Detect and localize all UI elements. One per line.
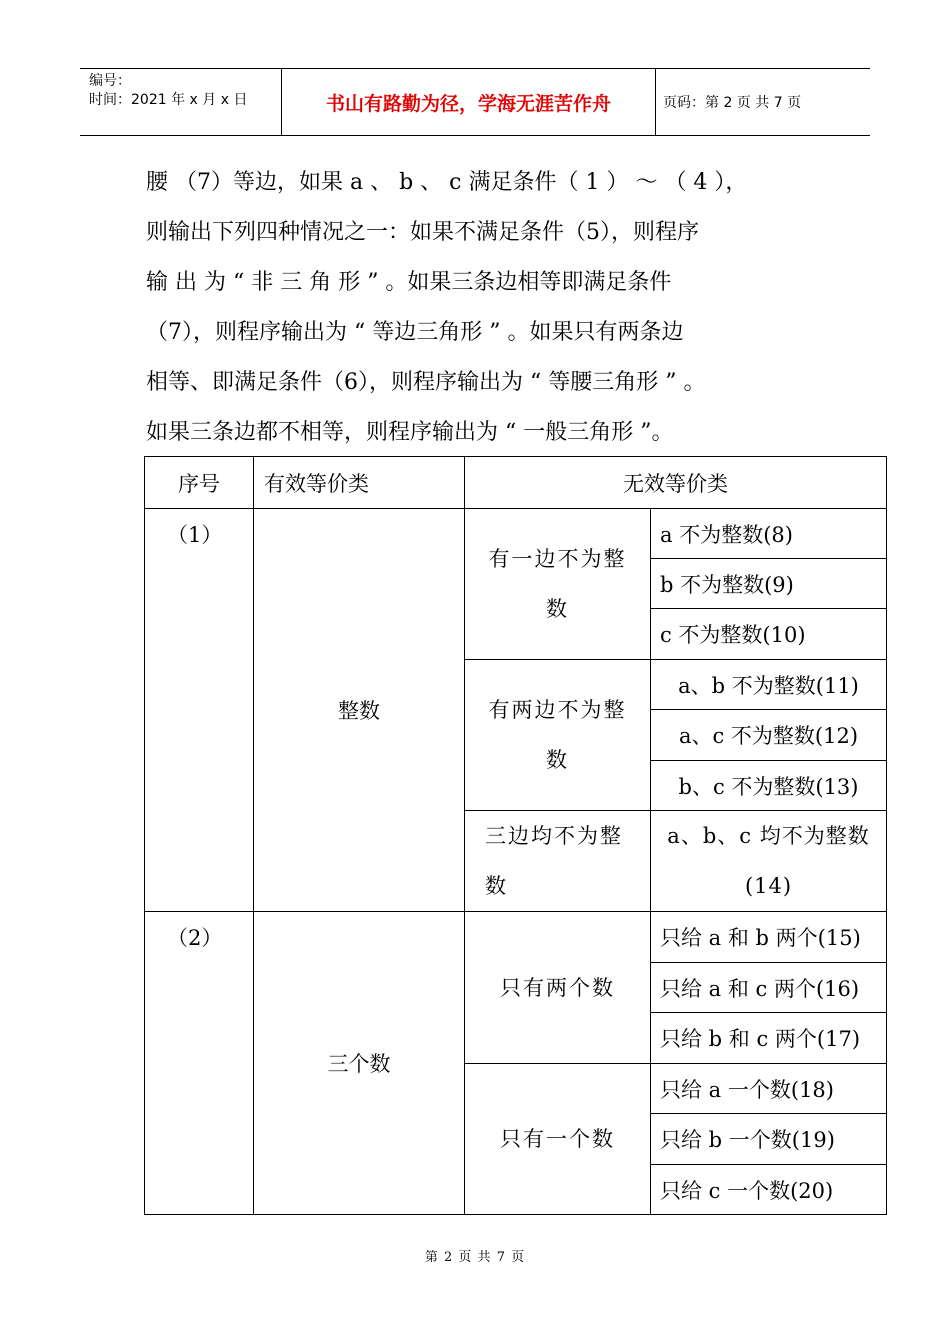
invalid-item: a、b 不为整数(11) (651, 660, 887, 710)
row1-seq: （1） (145, 509, 254, 912)
group-label-line: 数 (485, 874, 508, 898)
page-header (80, 68, 870, 136)
row1-group2 (465, 660, 651, 811)
invalid-item (651, 811, 887, 912)
group-label-line: 有一边不为整 (488, 547, 627, 571)
header-meta (80, 69, 282, 135)
invalid-item: 只给 a 和 c 两个(16) (651, 963, 887, 1013)
header-time: 时间：2021 年 x 月 x 日 (89, 92, 248, 108)
page-footer: 第 2 页 共 7 页 (424, 1250, 526, 1265)
row2-seq: （2） (145, 912, 254, 1215)
invalid-item: c 不为整数(10) (651, 609, 887, 660)
invalid-item: 只给 a 和 b 两个(15) (651, 912, 887, 963)
header-seq: 序号 (145, 457, 254, 509)
invalid-item: a 不为整数(8) (651, 509, 887, 559)
invalid-item: 只给 c 一个数(20) (651, 1165, 887, 1215)
equivalence-class-table (144, 456, 887, 1215)
text-line: 如果三条边都不相等，则程序输出为 “ 一般三角形 ”。 (146, 420, 674, 445)
group-label-line: 有两边不为整 (488, 698, 627, 722)
row2-group2: 只有一个数 (465, 1064, 651, 1215)
invalid-item: b 不为整数(9) (651, 559, 887, 609)
text-line: （7），则程序输出为 “ 等边三角形 ” 。如果只有两条边 (146, 320, 684, 345)
text-line: 输 出 为 “ 非 三 角 形 ” 。如果三条边相等即满足条件 (146, 270, 672, 295)
row1-valid: 整数 (254, 509, 465, 912)
invalid-item: 只给 b 一个数(19) (651, 1114, 887, 1165)
invalid-item: 只给 a 一个数(18) (651, 1064, 887, 1114)
group-label-line: 数 (546, 748, 569, 772)
text-line: 腰 （7）等边，如果 a 、 b 、 c 满足条件（ 1 ） ～ （ 4 ）， (146, 170, 748, 195)
row1-group3 (465, 811, 651, 912)
row2-group1: 只有两个数 (465, 912, 651, 1064)
header-invalid: 无效等价类 (465, 457, 887, 509)
text-line: 相等、即满足条件（6），则程序输出为 “ 等腰三角形 ” 。 (146, 370, 706, 395)
header-page-code: 页码：第 2 页 共 7 页 (663, 95, 802, 111)
header-valid: 有效等价类 (254, 457, 465, 509)
invalid-item: a、c 不为整数(12) (651, 710, 887, 761)
invalid-item: 只给 b 和 c 两个(17) (651, 1013, 887, 1064)
invalid-item: b、c 不为整数(13) (651, 761, 887, 811)
invalid-item-line: (14) (744, 874, 793, 898)
invalid-item-line: a、b、c 均不为整数 (667, 824, 870, 848)
text-line: 则输出下列四种情况之一：如果不满足条件（5），则程序 (146, 220, 699, 245)
header-number: 编号： (89, 73, 131, 89)
header-motto: 书山有路勤为径，学海无涯苦作舟 (282, 69, 656, 135)
row1-group1 (465, 509, 651, 660)
group-label-line: 数 (546, 597, 569, 621)
row2-valid: 三个数 (254, 912, 465, 1215)
group-label-line: 三边均不为整 (485, 824, 623, 848)
body-paragraph (146, 158, 826, 458)
